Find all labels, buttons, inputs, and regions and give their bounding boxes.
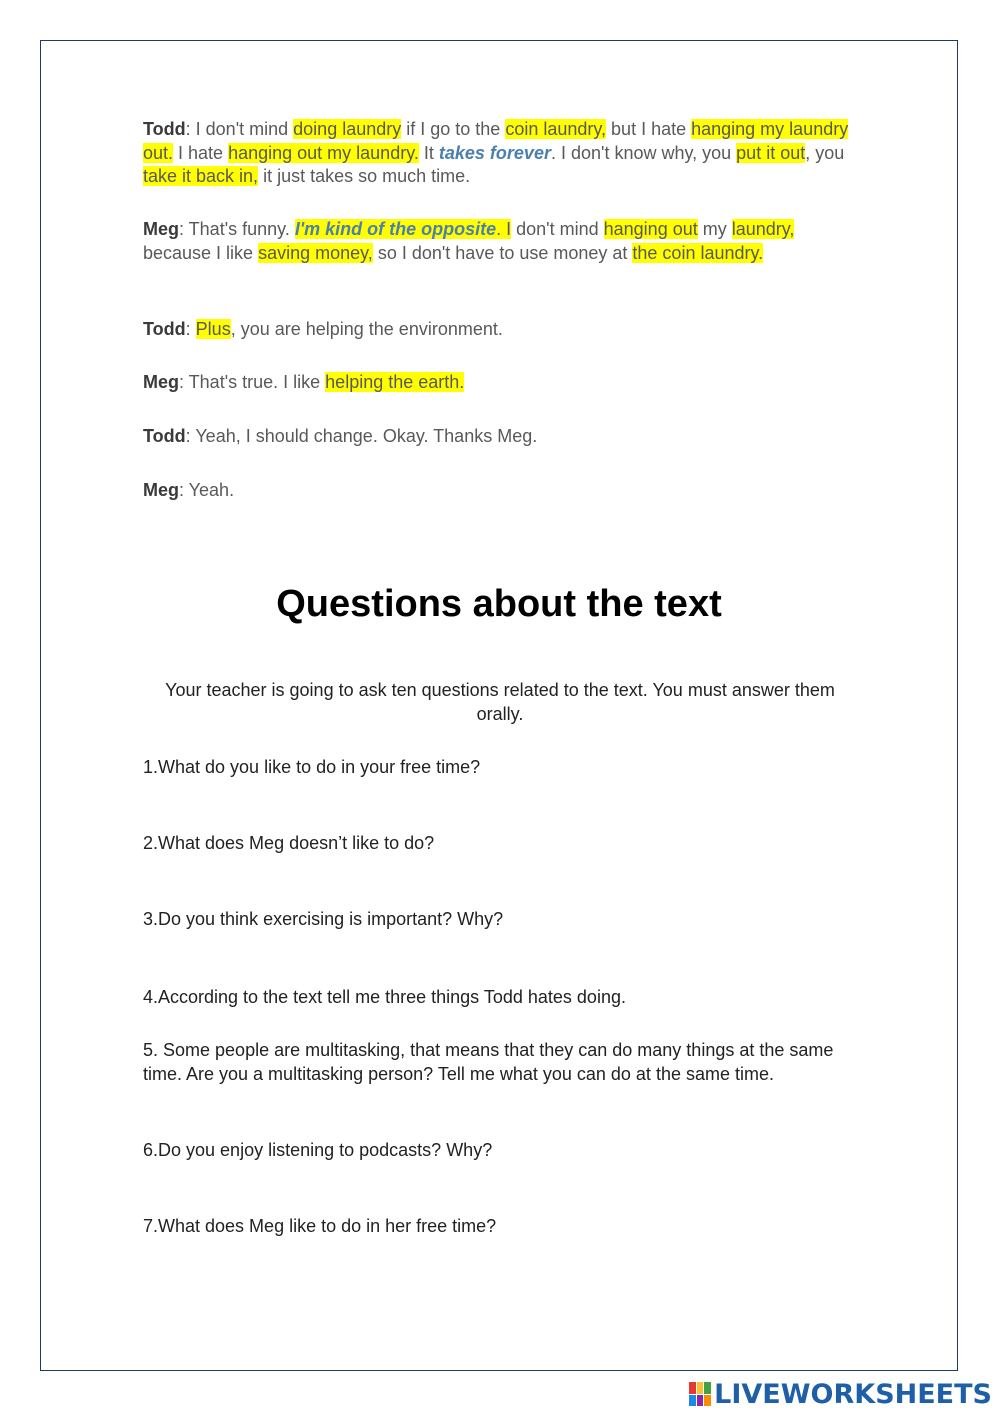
highlighted-phrase: Plus	[195, 319, 231, 339]
dialogue-text: because I like	[143, 242, 259, 263]
question-item: 6.Do you enjoy listening to podcasts? Why?	[143, 1140, 493, 1160]
highlighted-phrase: hanging out my laundry.	[228, 142, 419, 163]
brand-name: LIVEWORKSHEETS	[714, 1378, 992, 1410]
highlighted-phrase: . I	[496, 219, 512, 239]
dialogue-text: : Yeah, I should change. Okay. Thanks Meg.	[185, 426, 538, 446]
dialogue-line	[143, 118, 858, 189]
highlighted-phrase: saving money,	[258, 242, 373, 263]
dialogue-line	[143, 318, 858, 342]
dialogue-text: , you are helping the environment.	[230, 319, 503, 339]
dialogue-text: but I hate	[606, 119, 692, 139]
dialogue-text: it just takes so much time.	[258, 166, 471, 186]
dialogue-text: : That's funny.	[179, 219, 295, 239]
highlighted-phrase: the coin laundry.	[632, 242, 764, 263]
dialogue-text: so I don't have to use money at	[372, 242, 633, 263]
highlighted-phrase: helping the earth.	[325, 372, 465, 392]
question-item: 2.What does Meg doesn’t like to do?	[143, 833, 435, 853]
dialogue-text: It	[418, 142, 439, 163]
highlighted-phrase: hanging out	[603, 219, 698, 239]
speaker-name: Todd	[143, 426, 186, 446]
dialogue-line	[143, 371, 858, 395]
emphasized-phrase: takes forever	[438, 142, 551, 163]
highlighted-phrase: take it back in,	[143, 166, 259, 186]
question-item: 1.What do you like to do in your free time?	[143, 757, 481, 777]
speaker-name: Todd	[143, 119, 186, 139]
highlighted-phrase: doing laundry	[293, 119, 402, 139]
dialogue-text: . I don't know why, you	[550, 142, 737, 163]
dialogue-text: if I go to the	[401, 119, 506, 139]
highlighted-phrase: put it out	[736, 142, 806, 163]
highlighted-phrase: hanging my laundry out.	[143, 119, 849, 163]
speaker-name: Todd	[143, 319, 186, 339]
dialogue-text: : I don't mind	[185, 119, 294, 139]
dialogue-text: I hate	[173, 142, 229, 163]
dialogue-line	[143, 218, 858, 265]
dialogue-line	[143, 479, 858, 503]
logo-icon	[689, 1382, 711, 1406]
question-item: 3.Do you think exercising is important? Why?	[143, 909, 504, 929]
dialogue-line	[143, 425, 858, 449]
speaker-name: Meg	[143, 372, 179, 392]
dialogue-text: : Yeah.	[179, 480, 235, 500]
dialogue-text: my	[697, 219, 732, 239]
highlighted-phrase: laundry,	[731, 219, 795, 239]
dialogue-text: :	[185, 319, 196, 339]
speaker-name: Meg	[143, 219, 179, 239]
highlighted-phrase: coin laundry,	[505, 119, 607, 139]
question-item: 5. Some people are multitasking, that means that they can do many things at the same time. Are you a multitasking person? Tell me what you can do at the same time.	[143, 1040, 834, 1084]
instructions: Your teacher is going to ask ten questions related to the text. You must answer them orally.	[165, 680, 835, 724]
liveworksheets-logo[interactable]	[689, 1377, 992, 1411]
question-item: 7.What does Meg like to do in her free time?	[143, 1216, 497, 1236]
question-item: 4.According to the text tell me three things Todd hates doing.	[143, 987, 626, 1007]
dialogue-text: , you	[805, 142, 845, 163]
dialogue-text: : That's true. I like	[179, 372, 326, 392]
section-title: Questions about the text	[276, 583, 722, 625]
dialogue-text: don't mind	[511, 219, 604, 239]
highlighted-phrase: I'm kind of the opposite	[294, 219, 497, 239]
speaker-name: Meg	[143, 480, 179, 500]
